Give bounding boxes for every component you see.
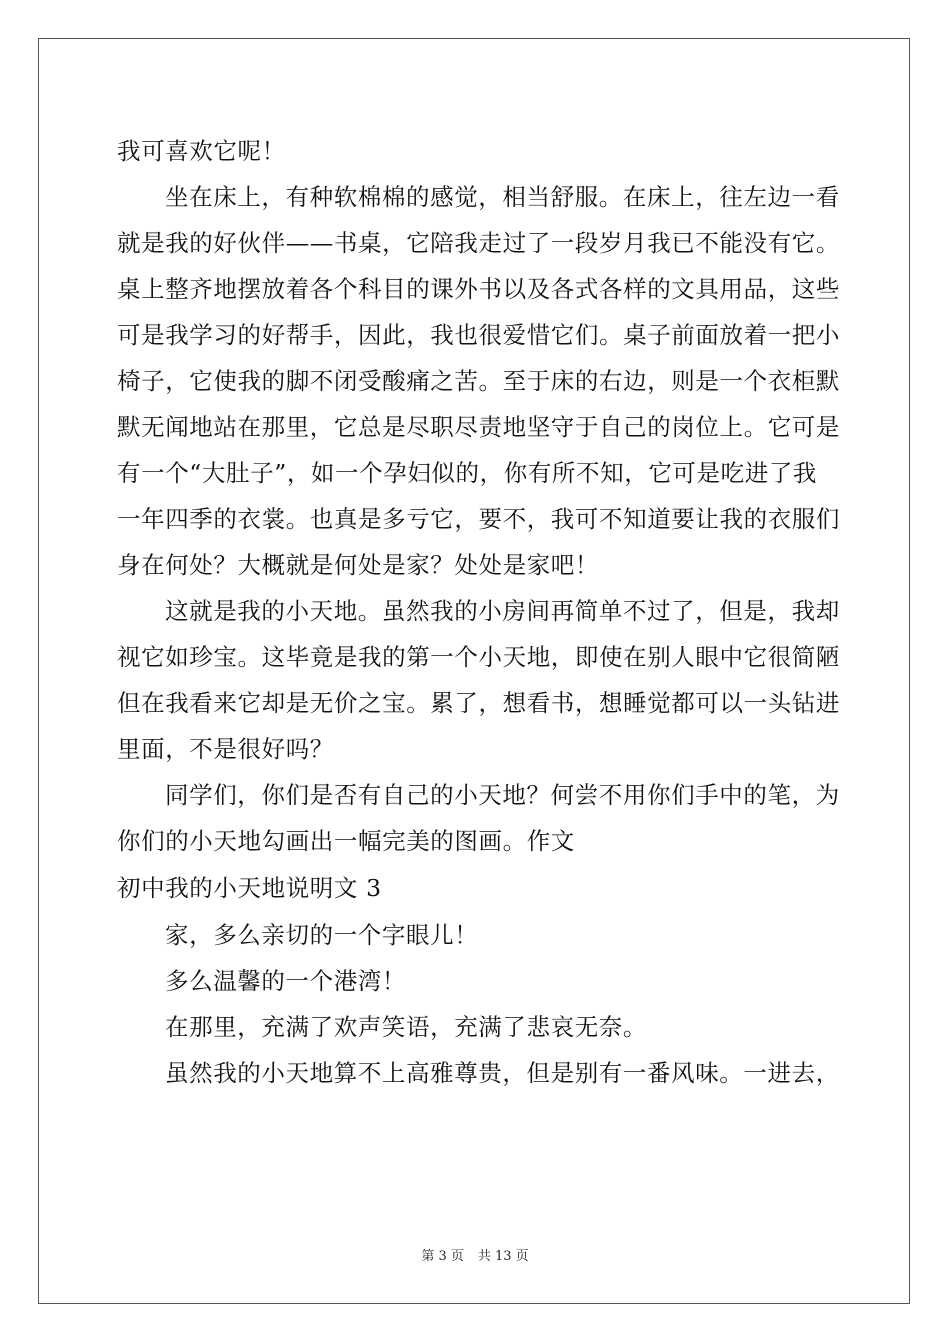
- text-line: 默无闻地站在那里，它总是尽职尽责地坚守于自己的岗位上。它可是: [117, 413, 840, 441]
- page-total: 共 13 页: [477, 1249, 529, 1264]
- text-line: 坐在床上，有种软棉棉的感觉，相当舒服。在床上，往左边一看: [165, 183, 840, 211]
- text-line: 这就是我的小天地。虽然我的小房间再简单不过了，但是，我却: [165, 597, 840, 625]
- text-line: 你们的小天地勾画出一幅完美的图画。作文: [117, 827, 575, 855]
- text-line: 在那里，充满了欢声笑语，充满了悲哀无奈。: [165, 1013, 647, 1041]
- section-title: 初中我的小天地说明文 3: [117, 874, 382, 902]
- text-line: 可是我学习的好帮手，因此，我也很爱惜它们。桌子前面放着一把小: [117, 321, 840, 349]
- text-line: 一年四季的衣裳。也真是多亏它，要不，我可不知道要让我的衣服们: [117, 505, 840, 533]
- text-line: 桌上整齐地摆放着各个科目的课外书以及各式各样的文具用品，这些: [117, 275, 840, 303]
- text-line: 但在我看来它却是无价之宝。累了，想看书，想睡觉都可以一头钻进: [117, 689, 840, 717]
- page-footer: [0, 1245, 950, 1264]
- text-line: 多么温馨的一个港湾！: [165, 967, 406, 995]
- page-number: 第 3 页: [421, 1249, 464, 1264]
- text-line: 里面，不是很好吗？: [117, 735, 334, 763]
- text-line: 就是我的好伙伴——书桌，它陪我走过了一段岁月我已不能没有它。: [117, 229, 840, 257]
- text-line: 视它如珍宝。这毕竟是我的第一个小天地，即使在别人眼中它很简陋: [117, 643, 840, 671]
- text-line: 我可喜欢它呢！: [117, 137, 286, 165]
- text-line: 有一个“大肚子”，如一个孕妇似的，你有所不知，它可是吃进了我: [117, 459, 818, 487]
- text-line: 虽然我的小天地算不上高雅尊贵，但是别有一番风味。一进去，: [165, 1059, 840, 1087]
- text-line: 椅子，它使我的脚不闭受酸痛之苦。至于床的右边，则是一个衣柜默: [117, 367, 840, 395]
- text-line: 同学们，你们是否有自己的小天地？何尝不用你们手中的笔，为: [165, 781, 840, 809]
- text-line: 身在何处？大概就是何处是家？处处是家吧！: [117, 551, 599, 579]
- document-body: [117, 128, 840, 1096]
- text-line: 家，多么亲切的一个字眼儿！: [165, 921, 479, 949]
